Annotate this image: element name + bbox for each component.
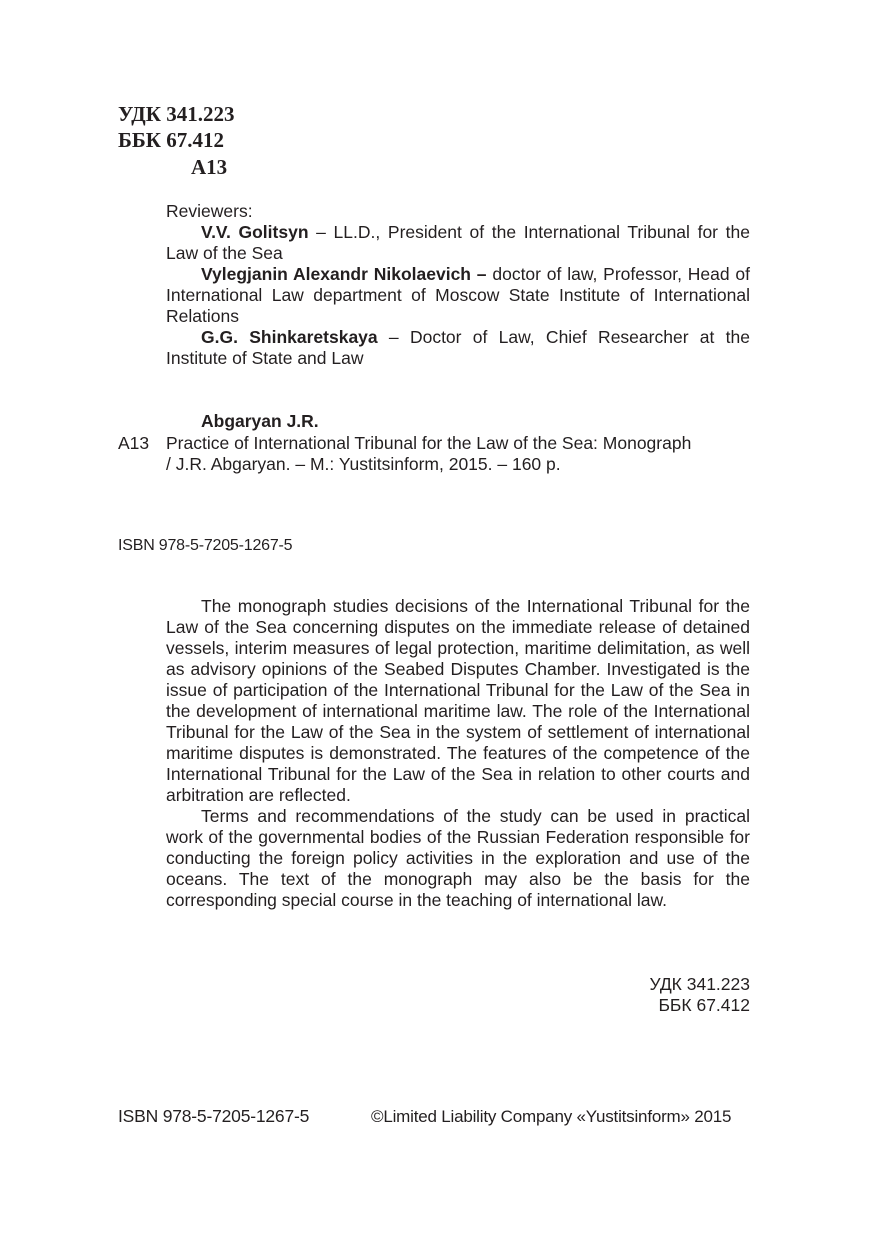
reviewer-name: Vylegjanin Alexandr Nikolaevich – (201, 264, 487, 284)
abstract (166, 596, 750, 911)
abstract-paragraph-1: The monograph studies decisions of the International Tribunal for the Law of the Sea concerning disputes on the immediate release of detained vessels, interim measures of legal protection, maritime delimitation, as well as advisory opinions of the Seabed Disputes Chamber. Investigated is the issue of participation of the International Tribunal for the Law of the Sea in the development of international maritime law. The role of the International Tribunal for the Law of the Sea in the system of settlement of international maritime disputes is demonstrated. The features of the competence of the International Tribunal for the Law of the Sea in relation to other courts and arbitration are reflected. (166, 596, 750, 805)
reviewer-name: V.V. Golitsyn (201, 222, 309, 242)
footer-isbn: ISBN 978-5-7205-1267-5 (118, 1106, 310, 1126)
reviewer-item (166, 222, 750, 264)
reviewer-item (166, 264, 750, 327)
reviewer-item (166, 327, 750, 369)
bottom-udk: УДК 341.223 (649, 974, 750, 994)
bottom-codes (500, 974, 750, 1016)
reviewer-desc: – LL.D., President of the International Tribunal for the Law of the Sea (166, 222, 750, 263)
footer-copyright: ©Limited Liability Company «Yustitsinform» 2015 (371, 1107, 732, 1126)
bottom-bbk: ББК 67.412 (658, 995, 750, 1015)
isbn: ISBN 978-5-7205-1267-5 (118, 537, 293, 554)
catalog-mark: A13 (118, 433, 150, 453)
reviewer-name: G.G. Shinkaretskaya (201, 327, 378, 347)
reviewer-desc: doctor of law, Professor, Head of International Law department of Moscow State Institute of International Relations (166, 264, 750, 326)
author-mark: А13 (191, 155, 228, 179)
catalog-line-1: Practice of International Tribunal for the Law of the Sea: Monograph (166, 433, 692, 453)
reviewers-heading: Reviewers: (166, 201, 253, 221)
udk-code: УДК 341.223 (118, 102, 235, 126)
catalog-description (166, 433, 750, 475)
catalog-author: Abgaryan J.R. (201, 411, 319, 431)
abstract-paragraph-2: Terms and recommendations of the study can be used in practical work of the governmental bodies of the Russian Federation responsible for conducting the foreign policy activities in the exploration and use of the oceans. The text of the monograph may also be the basis for the corresponding special course in the teaching of international law. (166, 806, 750, 910)
catalog-line-2: / J.R. Abgaryan. – M.: Yustitsinform, 2015. – 160 p. (166, 454, 561, 474)
reviewers-section (166, 201, 750, 369)
bbk-code: ББК 67.412 (118, 128, 224, 152)
reviewer-desc: – Doctor of Law, Chief Researcher at the Institute of State and Law (166, 327, 751, 368)
